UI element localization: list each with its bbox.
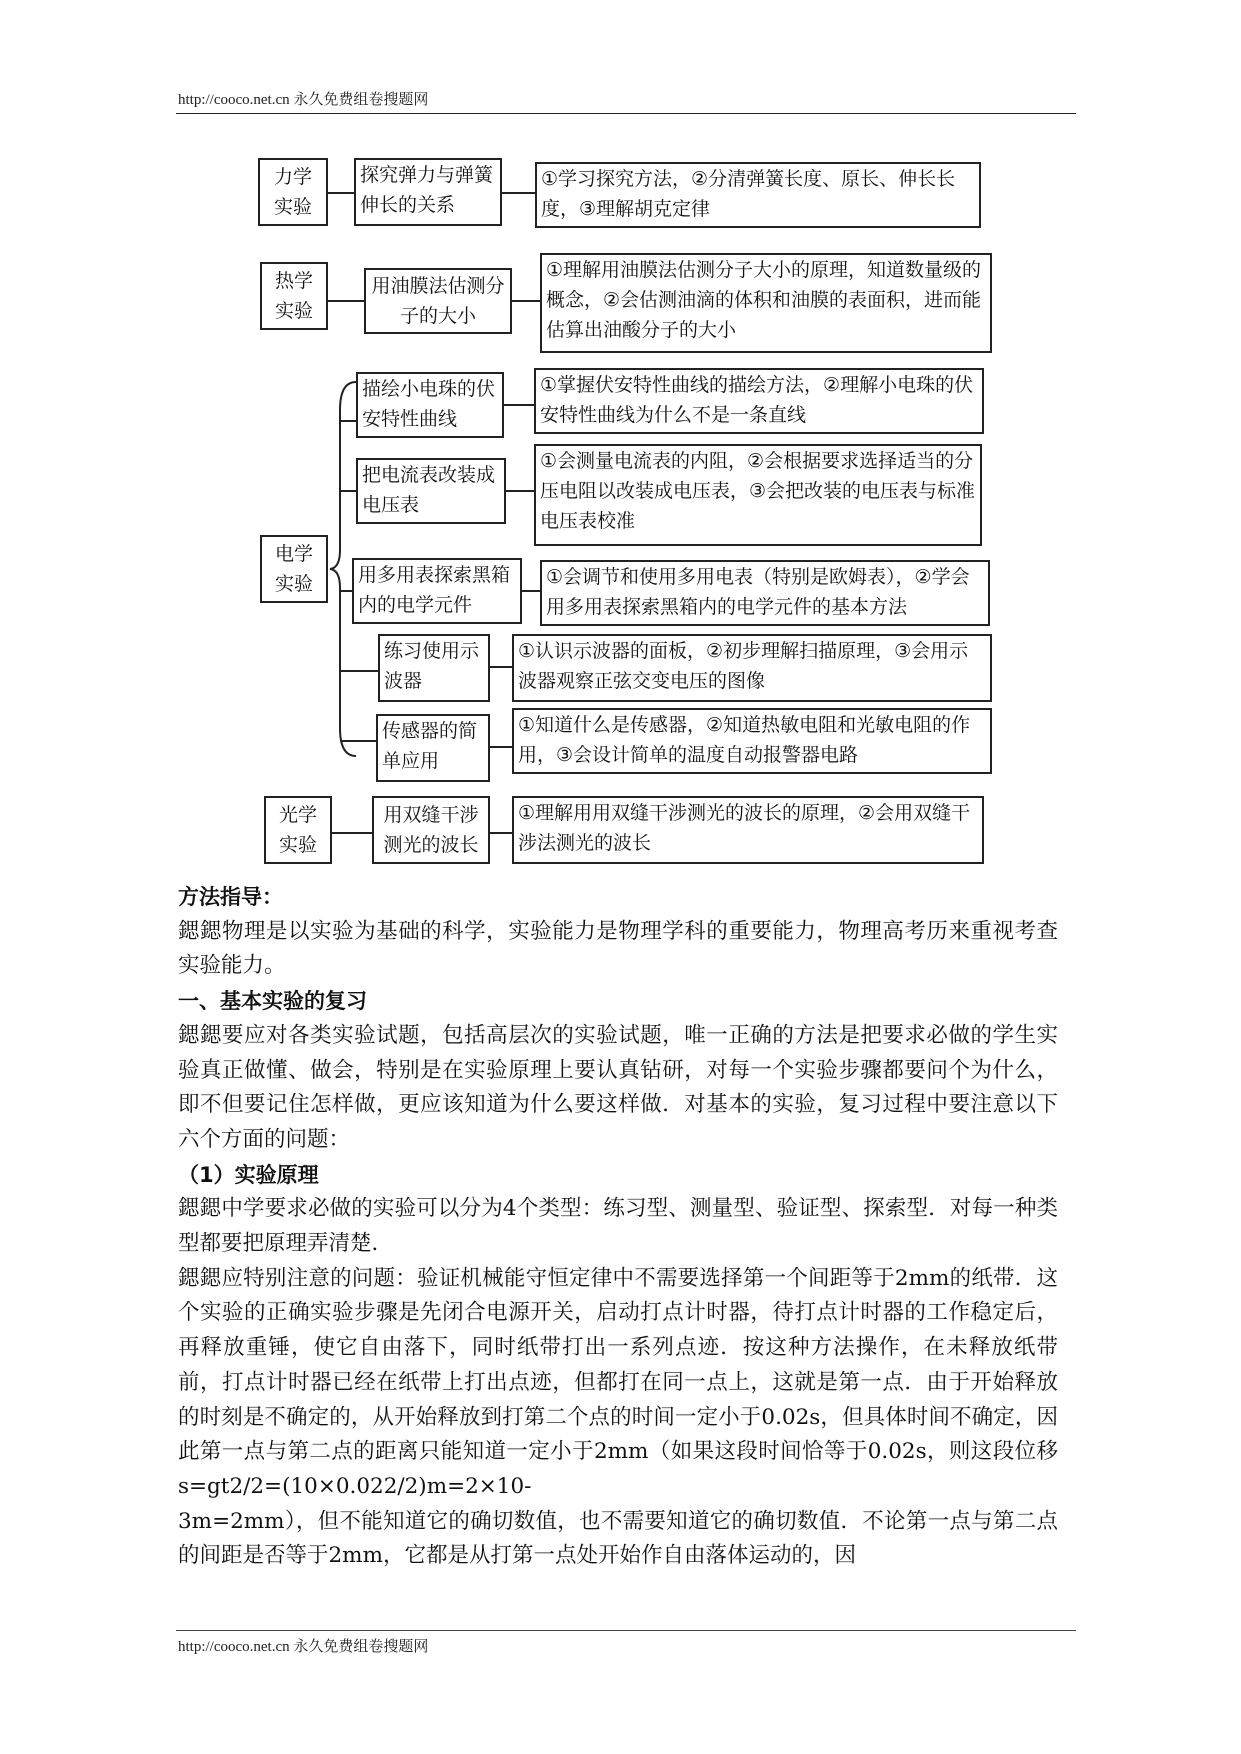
connector (502, 192, 535, 194)
experiment-electric-1-label: 描绘小电珠的伏安特性曲线 (362, 378, 496, 430)
experiment-electric-2-label: 把电流表改装成电压表 (362, 464, 496, 516)
connector (522, 590, 540, 592)
experiment-optics (372, 796, 490, 864)
experiment-mechanics-label: 探究弹力与弹簧伸长的关系 (360, 164, 494, 216)
connector (490, 746, 512, 748)
paragraph-2: 鍶鍶要应对各类实验试题，包括高层次的实验试题，唯一正确的方法是把要求必做的学生实验真正做懂、做会，特别是在实验原理上要认真钻研，对每一个实验步骤都要问个为什么，即不但要记住怎样做，更应该知道为什么要这样做．对基本的实验，复习过程中要注意以下六个方面的问题： (178, 1022, 1058, 1152)
goal-optics (512, 796, 984, 864)
page-header: http://cooco.net.cn 永久免费组卷搜题网 (178, 92, 429, 108)
goal-thermal (540, 253, 992, 353)
connector (490, 832, 512, 834)
connector (332, 832, 372, 834)
goal-electric-2-label: ①会测量电流表的内阻，②会根据要求选择适当的分压电阻以改装成电压表，③会把改装的电压表与标准电压表校准 (540, 450, 976, 532)
goal-electric-3-label: ①会调节和使用多用电表（特别是欧姆表），②学会用多用表探索黑箱内的电学元件的基本方法 (546, 566, 970, 618)
experiment-optics-label: 用双缝干涉测光的波长 (383, 804, 479, 856)
connector (504, 404, 534, 406)
paragraph-1: 鍶鍶物理是以实验为基础的科学，实验能力是物理学科的重要能力，物理高考历来重视考查实验能力。 (178, 918, 1058, 979)
goal-electric-3 (540, 560, 990, 626)
connector (490, 666, 512, 668)
goal-electric-1-label: ①掌握伏安特性曲线的描绘方法，②理解小电珠的伏安特性曲线为什么不是一条直线 (540, 374, 974, 426)
header-rule (176, 113, 1076, 114)
category-electric-label: 电学 实验 (274, 543, 313, 595)
footer-rule (176, 1630, 1076, 1631)
connector (340, 670, 378, 672)
connector (506, 490, 534, 492)
heading-basic-review: 一、基本实验的复习 (178, 989, 367, 1014)
experiment-electric-4 (378, 634, 490, 702)
experiment-thermal-label: 用油膜法估测分子的大小 (371, 275, 505, 327)
paragraph-4b: 3m=2mm），但不能知道它的确切数值，也不需要知道它的确切数值．不论第一点与第二点的间距是否等于2mm，它都是从打第一点处开始作自由落体运动的，因 (178, 1508, 1058, 1569)
experiment-electric-3-label: 用多用表探索黑箱内的电学元件 (358, 564, 511, 616)
experiment-electric-2 (356, 458, 506, 524)
goal-mechanics-label: ①学习探究方法，②分清弹簧长度、原长、伸长长度，③理解胡克定律 (541, 168, 956, 220)
goal-thermal-label: ①理解用油膜法估测分子大小的原理，知道数量级的概念，②会估测油滴的体积和油膜的表面积，进而能估算出油酸分子的大小 (546, 259, 982, 341)
connector (328, 300, 364, 302)
experiment-electric-5-label: 传感器的简单应用 (382, 720, 478, 772)
goal-electric-4 (512, 634, 992, 702)
body-text (178, 880, 1058, 1574)
connector (512, 300, 540, 302)
experiment-mechanics (354, 158, 502, 226)
category-thermal (260, 262, 328, 330)
page-footer: http://cooco.net.cn 永久免费组卷搜题网 (178, 1639, 429, 1655)
category-mechanics (258, 158, 328, 226)
goal-electric-5-label: ①知道什么是传感器，②知道热敏电阻和光敏电阻的作用，③会设计简单的温度自动报警器电路 (518, 714, 971, 766)
category-optics (264, 796, 332, 864)
goal-electric-1 (534, 368, 984, 434)
category-mechanics-label: 力学 实验 (273, 166, 312, 218)
experiment-electric-3 (352, 558, 522, 624)
goal-electric-5 (512, 708, 992, 774)
category-optics-label: 光学 实验 (278, 804, 317, 856)
experiment-electric-5 (376, 714, 490, 782)
category-thermal-label: 热学 实验 (274, 270, 313, 322)
experiment-electric-1 (356, 372, 504, 438)
goal-electric-4-label: ①认识示波器的面板，②初步理解扫描原理，③会用示波器观察正弦交变电压的图像 (518, 640, 969, 692)
experiment-electric-4-label: 练习使用示波器 (384, 640, 480, 692)
connector (328, 192, 354, 194)
heading-method: 方法指导： (178, 885, 283, 909)
connector (340, 740, 378, 742)
goal-optics-label: ①理解用用双缝干涉测光的波长的原理，②会用双缝干涉法测光的波长 (518, 802, 971, 854)
category-electric (260, 535, 328, 603)
goal-electric-2 (534, 444, 982, 546)
heading-principle: （1）实验原理 (178, 1162, 319, 1187)
experiment-thermal (364, 268, 512, 334)
goal-mechanics (535, 162, 981, 228)
paragraph-4a: 鍶鍶应特别注意的问题：验证机械能守恒定律中不需要选择第一个间距等于2mm的纸带．这个实验的正确实验步骤是先闭合电源开关，启动打点计时器，待打点计时器的工作稳定后，再释放重锤，使它自由落下，同时纸带打出一系列点迹．按这种方法操作，在未释放纸带前，打点计时器已经在纸带上打出点迹，但都打在同一点上，这就是第一点．由于开始释放的时刻是不确定的，从开始释放到打第二个点的时间一定小于0.02s，但具体时间不确定，因此第一点与第二点的距离只能知道一定小于2mm（如果这段时间恰等于0.02s，则这段位移s=gt2/2=(10×0.022/2)m=2×10- (178, 1265, 1058, 1499)
paragraph-3: 鍶鍶中学要求必做的实验可以分为4个类型：练习型、测量型、验证型、探索型．对每一种类型都要把原理弄清楚． (178, 1196, 1058, 1257)
